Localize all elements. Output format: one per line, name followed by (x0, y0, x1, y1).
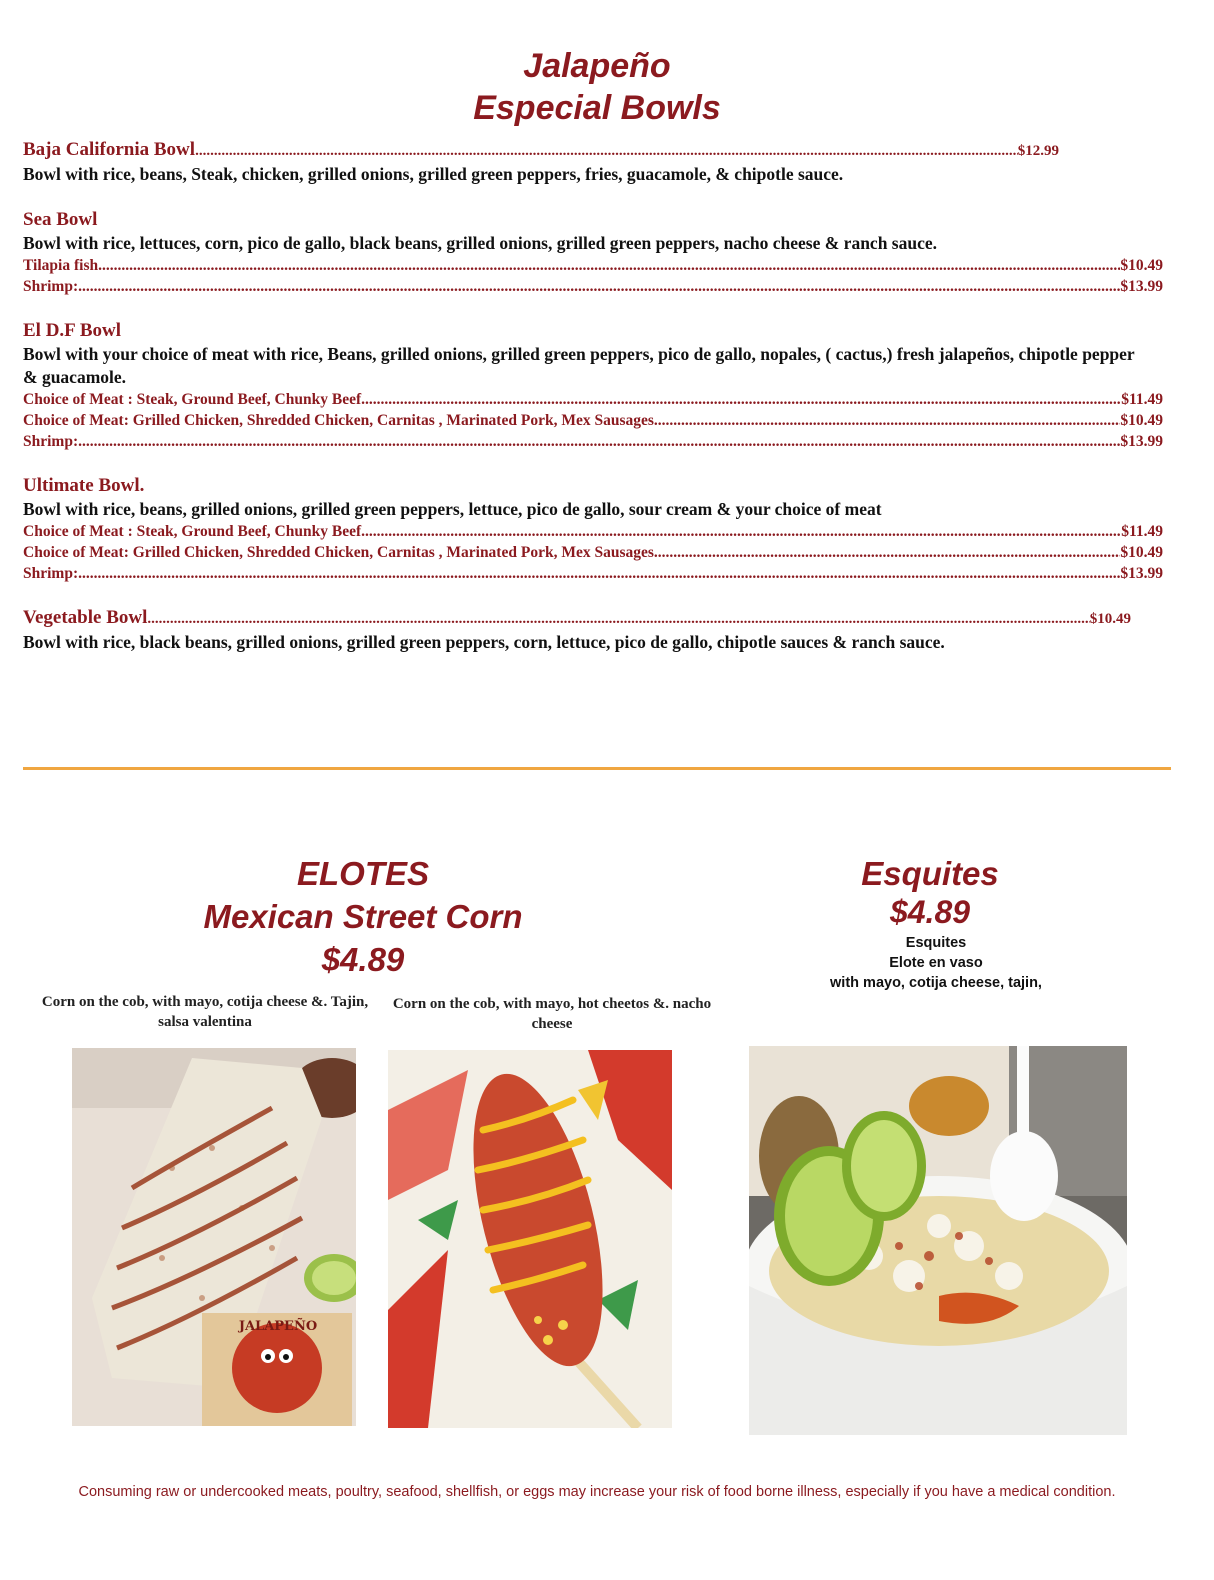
menu-option (23, 276, 1163, 297)
menu-item-name: El D.F Bowl (23, 320, 121, 341)
dot-leader (78, 563, 1120, 584)
option-label: Shrimp: (23, 433, 79, 450)
dot-leader (195, 139, 1018, 163)
option-price: $11.49 (1121, 391, 1163, 408)
option-price: $10.49 (1120, 257, 1163, 274)
menu-item-heading (23, 474, 1163, 498)
menu-option (23, 431, 1163, 452)
option-price: $10.49 (1120, 544, 1163, 561)
menu-item-baja-california-bowl (23, 138, 1163, 186)
menu-item-el-df-bowl (23, 319, 1163, 452)
menu-item-heading (23, 138, 1163, 163)
dot-leader (658, 542, 1121, 563)
esquites-title: Esquites (861, 855, 999, 892)
elotes-subtitle: Mexican Street Corn (203, 898, 523, 935)
menu-item-name: Vegetable Bowl (23, 607, 148, 628)
dot-leader (658, 410, 1121, 431)
option-label: Choice of Meat: Grilled Chicken, Shredded Chicken, Carnitas , Marinated Pork, Mex Sausages. (23, 412, 658, 429)
page-title-line2: Especial Bowls (473, 89, 721, 127)
menu-option (23, 563, 1163, 584)
page-title-line1: Jalapeño (523, 47, 671, 85)
menu-item-vegetable-bowl (23, 606, 1163, 654)
elote-cotija-photo (72, 1048, 356, 1426)
menu-option (23, 255, 1163, 276)
menu-option (23, 410, 1163, 431)
logo-text: JALAPEÑO (238, 1319, 318, 1334)
elotes-caption-2: Corn on the cob, with mayo, hot cheetos &. nacho cheese (392, 996, 712, 1032)
option-price: $13.99 (1120, 433, 1163, 450)
elotes-caption-1: Corn on the cob, with mayo, cotija cheese &. Tajin, salsa valentina (41, 994, 369, 1030)
menu-item-sea-bowl (23, 208, 1163, 297)
menu-item-name: Sea Bowl (23, 209, 98, 230)
menu-option (23, 389, 1163, 410)
menu-item-description: Bowl with rice, lettuces, corn, pico de gallo, black beans, grilled onions, grilled green peppers, nacho cheese & ranch sauce. (23, 233, 937, 253)
option-label: Choice of Meat : Steak, Ground Beef, Chunky Beef (23, 391, 362, 408)
dot-leader (361, 389, 1121, 410)
menu-item-name: Baja California Bowl (23, 139, 196, 160)
dot-leader (98, 255, 1120, 276)
menu-item-heading (23, 319, 1163, 343)
section-divider (23, 767, 1171, 770)
option-price: $13.99 (1120, 278, 1163, 295)
option-label: Choice of Meat : Steak, Ground Beef, Chunky Beef (23, 523, 362, 540)
menu-item-heading (23, 606, 1163, 631)
menu-item-ultimate-bowl (23, 474, 1163, 584)
elotes-title: ELOTES (296, 855, 430, 892)
dot-leader (78, 431, 1120, 452)
menu-item-price: $10.49 (1089, 611, 1131, 627)
menu-item-description: Bowl with rice, beans, Steak, chicken, grilled onions, grilled green peppers, fries, guacamole, & chipotle sauce. (23, 164, 844, 184)
menu-option (23, 542, 1163, 563)
esquites-desc-3: with mayo, cotija cheese, tajin, (830, 975, 1042, 991)
esquites-desc-2: Elote en vaso (889, 955, 983, 971)
bowls-menu (23, 138, 1163, 676)
menu-option (23, 521, 1163, 542)
esquites-price: $4.89 (889, 894, 971, 930)
menu-item-description: Bowl with rice, black beans, grilled onions, grilled green peppers, corn, lettuce, pico de gallo, chipotle sauces & ranch sauce. (23, 632, 945, 652)
option-label: Tilapia fish (23, 257, 99, 274)
menu-item-heading (23, 208, 1163, 232)
esquites-photo (749, 1046, 1127, 1435)
elotes-price: $4.89 (321, 941, 405, 978)
option-price: $11.49 (1121, 523, 1163, 540)
option-label: Shrimp: (23, 565, 79, 582)
dot-leader (78, 276, 1120, 297)
option-label: Shrimp: (23, 278, 79, 295)
menu-item-description: Bowl with rice, beans, grilled onions, grilled green peppers, lettuce, pico de gallo, sour cream & your choice of meat (23, 499, 882, 519)
menu-item-description: Bowl with your choice of meat with rice, Beans, grilled onions, grilled green peppers, pico de gallo, nopales, ( cactus,) fresh jalapeños, chipotle pepper & guacamole. (23, 344, 1135, 387)
dot-leader (361, 521, 1121, 542)
dot-leader (147, 607, 1089, 631)
option-price: $13.99 (1120, 565, 1163, 582)
esquites-desc-1: Esquites (905, 935, 967, 951)
option-price: $10.49 (1120, 412, 1163, 429)
menu-item-name: Ultimate Bowl. (23, 475, 145, 496)
elote-cheetos-photo (388, 1050, 672, 1428)
food-safety-disclaimer: Consuming raw or undercooked meats, poultry, seafood, shellfish, or eggs may increase your risk of food borne illness, especially if you have a medical condition. (78, 1484, 1116, 1500)
option-label: Choice of Meat: Grilled Chicken, Shredded Chicken, Carnitas , Marinated Pork, Mex Sausages. (23, 544, 658, 561)
menu-item-price: $12.99 (1017, 143, 1059, 159)
